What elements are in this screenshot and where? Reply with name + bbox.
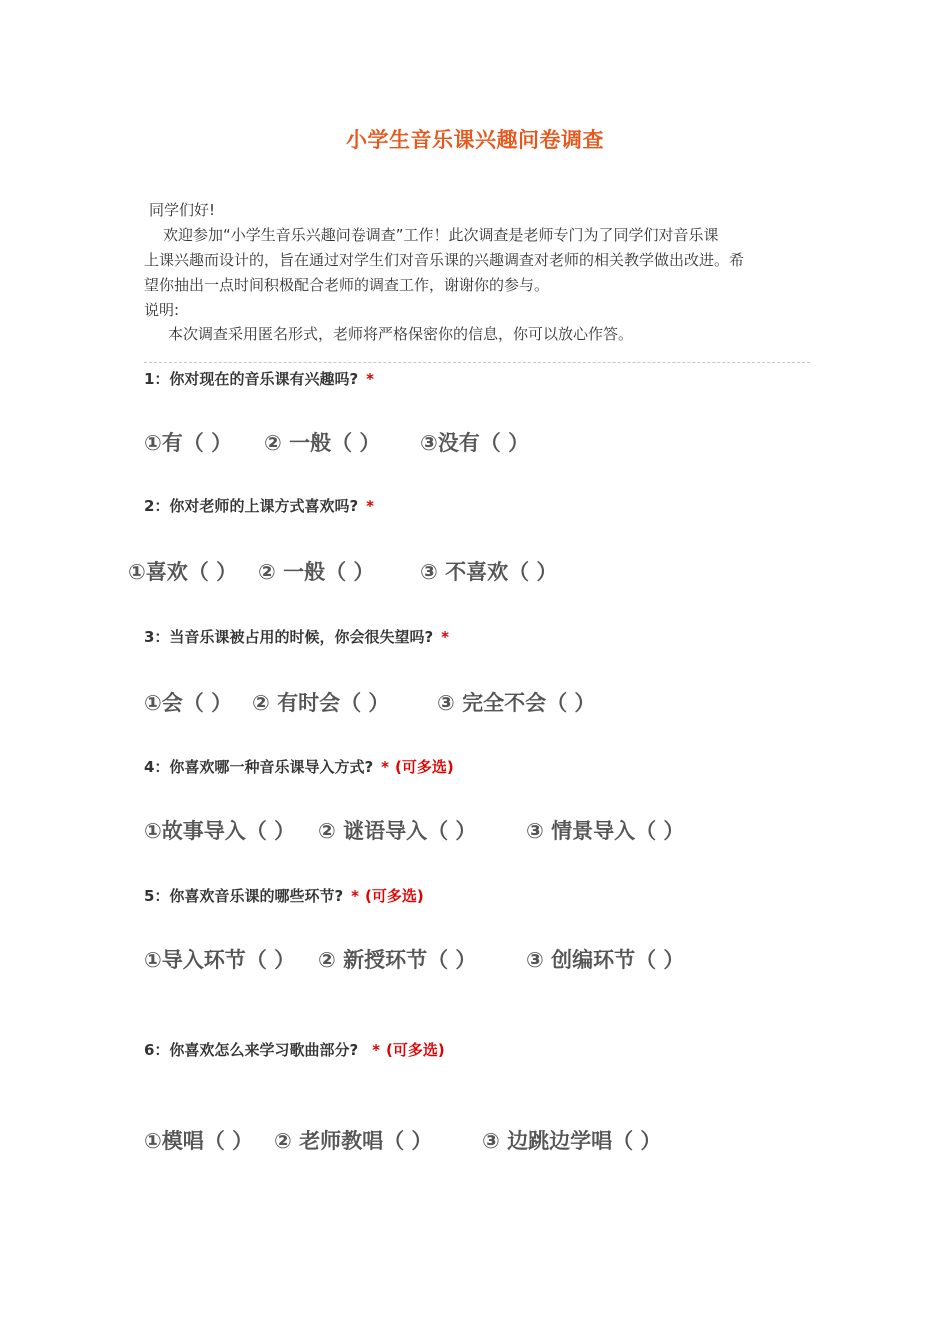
note-text: 本次调查采用匿名形式，老师将严格保密你的信息，你可以放心作答。 bbox=[168, 325, 634, 343]
multi-select-label: (可多选) bbox=[365, 887, 424, 905]
note-label: 说明: bbox=[144, 301, 180, 319]
question-text: 6：你喜欢怎么来学习歌曲部分? bbox=[144, 1041, 359, 1059]
q4-option-2[interactable]: ② 谜语导入（ ） bbox=[318, 819, 477, 843]
question-3 bbox=[144, 626, 449, 647]
question-text: 2：你对老师的上课方式喜欢吗? bbox=[144, 497, 359, 515]
q1-option-2[interactable]: ② 一般（ ） bbox=[264, 431, 381, 455]
q2-option-1[interactable]: ①喜欢（ ） bbox=[128, 560, 238, 584]
required-mark: * bbox=[351, 887, 359, 905]
q6-option-2[interactable]: ② 老师教唱（ ） bbox=[274, 1129, 433, 1153]
intro-line: 望你抽出一点时间积极配合老师的调查工作，谢谢你的参与。 bbox=[144, 276, 550, 294]
question-1 bbox=[144, 368, 374, 389]
q5-option-1[interactable]: ①导入环节（ ） bbox=[144, 948, 296, 972]
q5-option-2[interactable]: ② 新授环节（ ） bbox=[318, 948, 477, 972]
multi-select-label: (可多选) bbox=[395, 758, 454, 776]
q2-option-2[interactable]: ② 一般（ ） bbox=[258, 560, 375, 584]
q4-option-1[interactable]: ①故事导入（ ） bbox=[144, 819, 296, 843]
q6-option-1[interactable]: ①模唱（ ） bbox=[144, 1129, 254, 1153]
required-mark: * bbox=[372, 1041, 380, 1059]
intro-paragraph bbox=[144, 223, 810, 298]
q6-option-3[interactable]: ③ 边跳边学唱（ ） bbox=[482, 1129, 662, 1153]
q3-option-3[interactable]: ③ 完全不会（ ） bbox=[437, 691, 596, 715]
q3-option-2[interactable]: ② 有时会（ ） bbox=[252, 691, 390, 715]
required-mark: * bbox=[441, 628, 449, 646]
intro-line: 欢迎参加“小学生音乐兴趣问卷调查”工作！此次调查是老师专门为了同学们对音乐课 bbox=[163, 226, 719, 244]
question-2 bbox=[144, 495, 374, 516]
multi-select-label: (可多选) bbox=[386, 1041, 445, 1059]
q5-option-3[interactable]: ③ 创编环节（ ） bbox=[526, 948, 685, 972]
question-6 bbox=[144, 1039, 445, 1060]
q1-option-1[interactable]: ①有（ ） bbox=[144, 431, 233, 455]
page-title: 小学生音乐课兴趣问卷调查 bbox=[346, 127, 604, 152]
question-text: 5：你喜欢音乐课的哪些环节? bbox=[144, 887, 344, 905]
required-mark: * bbox=[366, 497, 374, 515]
required-mark: * bbox=[366, 370, 374, 388]
intro-line: 上课兴趣而设计的，旨在通过对学生们对音乐课的兴趣调查对老师的相关教学做出改进。希 bbox=[144, 251, 745, 269]
question-text: 4：你喜欢哪一种音乐课导入方式? bbox=[144, 758, 374, 776]
greeting: 同学们好! bbox=[149, 201, 216, 219]
required-mark: * bbox=[381, 758, 389, 776]
q3-option-1[interactable]: ①会（ ） bbox=[144, 691, 233, 715]
question-text: 1：你对现在的音乐课有兴趣吗? bbox=[144, 370, 359, 388]
divider bbox=[144, 362, 810, 363]
question-text: 3：当音乐课被占用的时候，你会很失望吗? bbox=[144, 628, 434, 646]
q4-option-3[interactable]: ③ 情景导入（ ） bbox=[526, 819, 685, 843]
question-5 bbox=[144, 885, 424, 906]
q1-option-3[interactable]: ③没有（ ） bbox=[420, 431, 530, 455]
question-4 bbox=[144, 756, 454, 777]
q2-option-3[interactable]: ③ 不喜欢（ ） bbox=[420, 560, 558, 584]
